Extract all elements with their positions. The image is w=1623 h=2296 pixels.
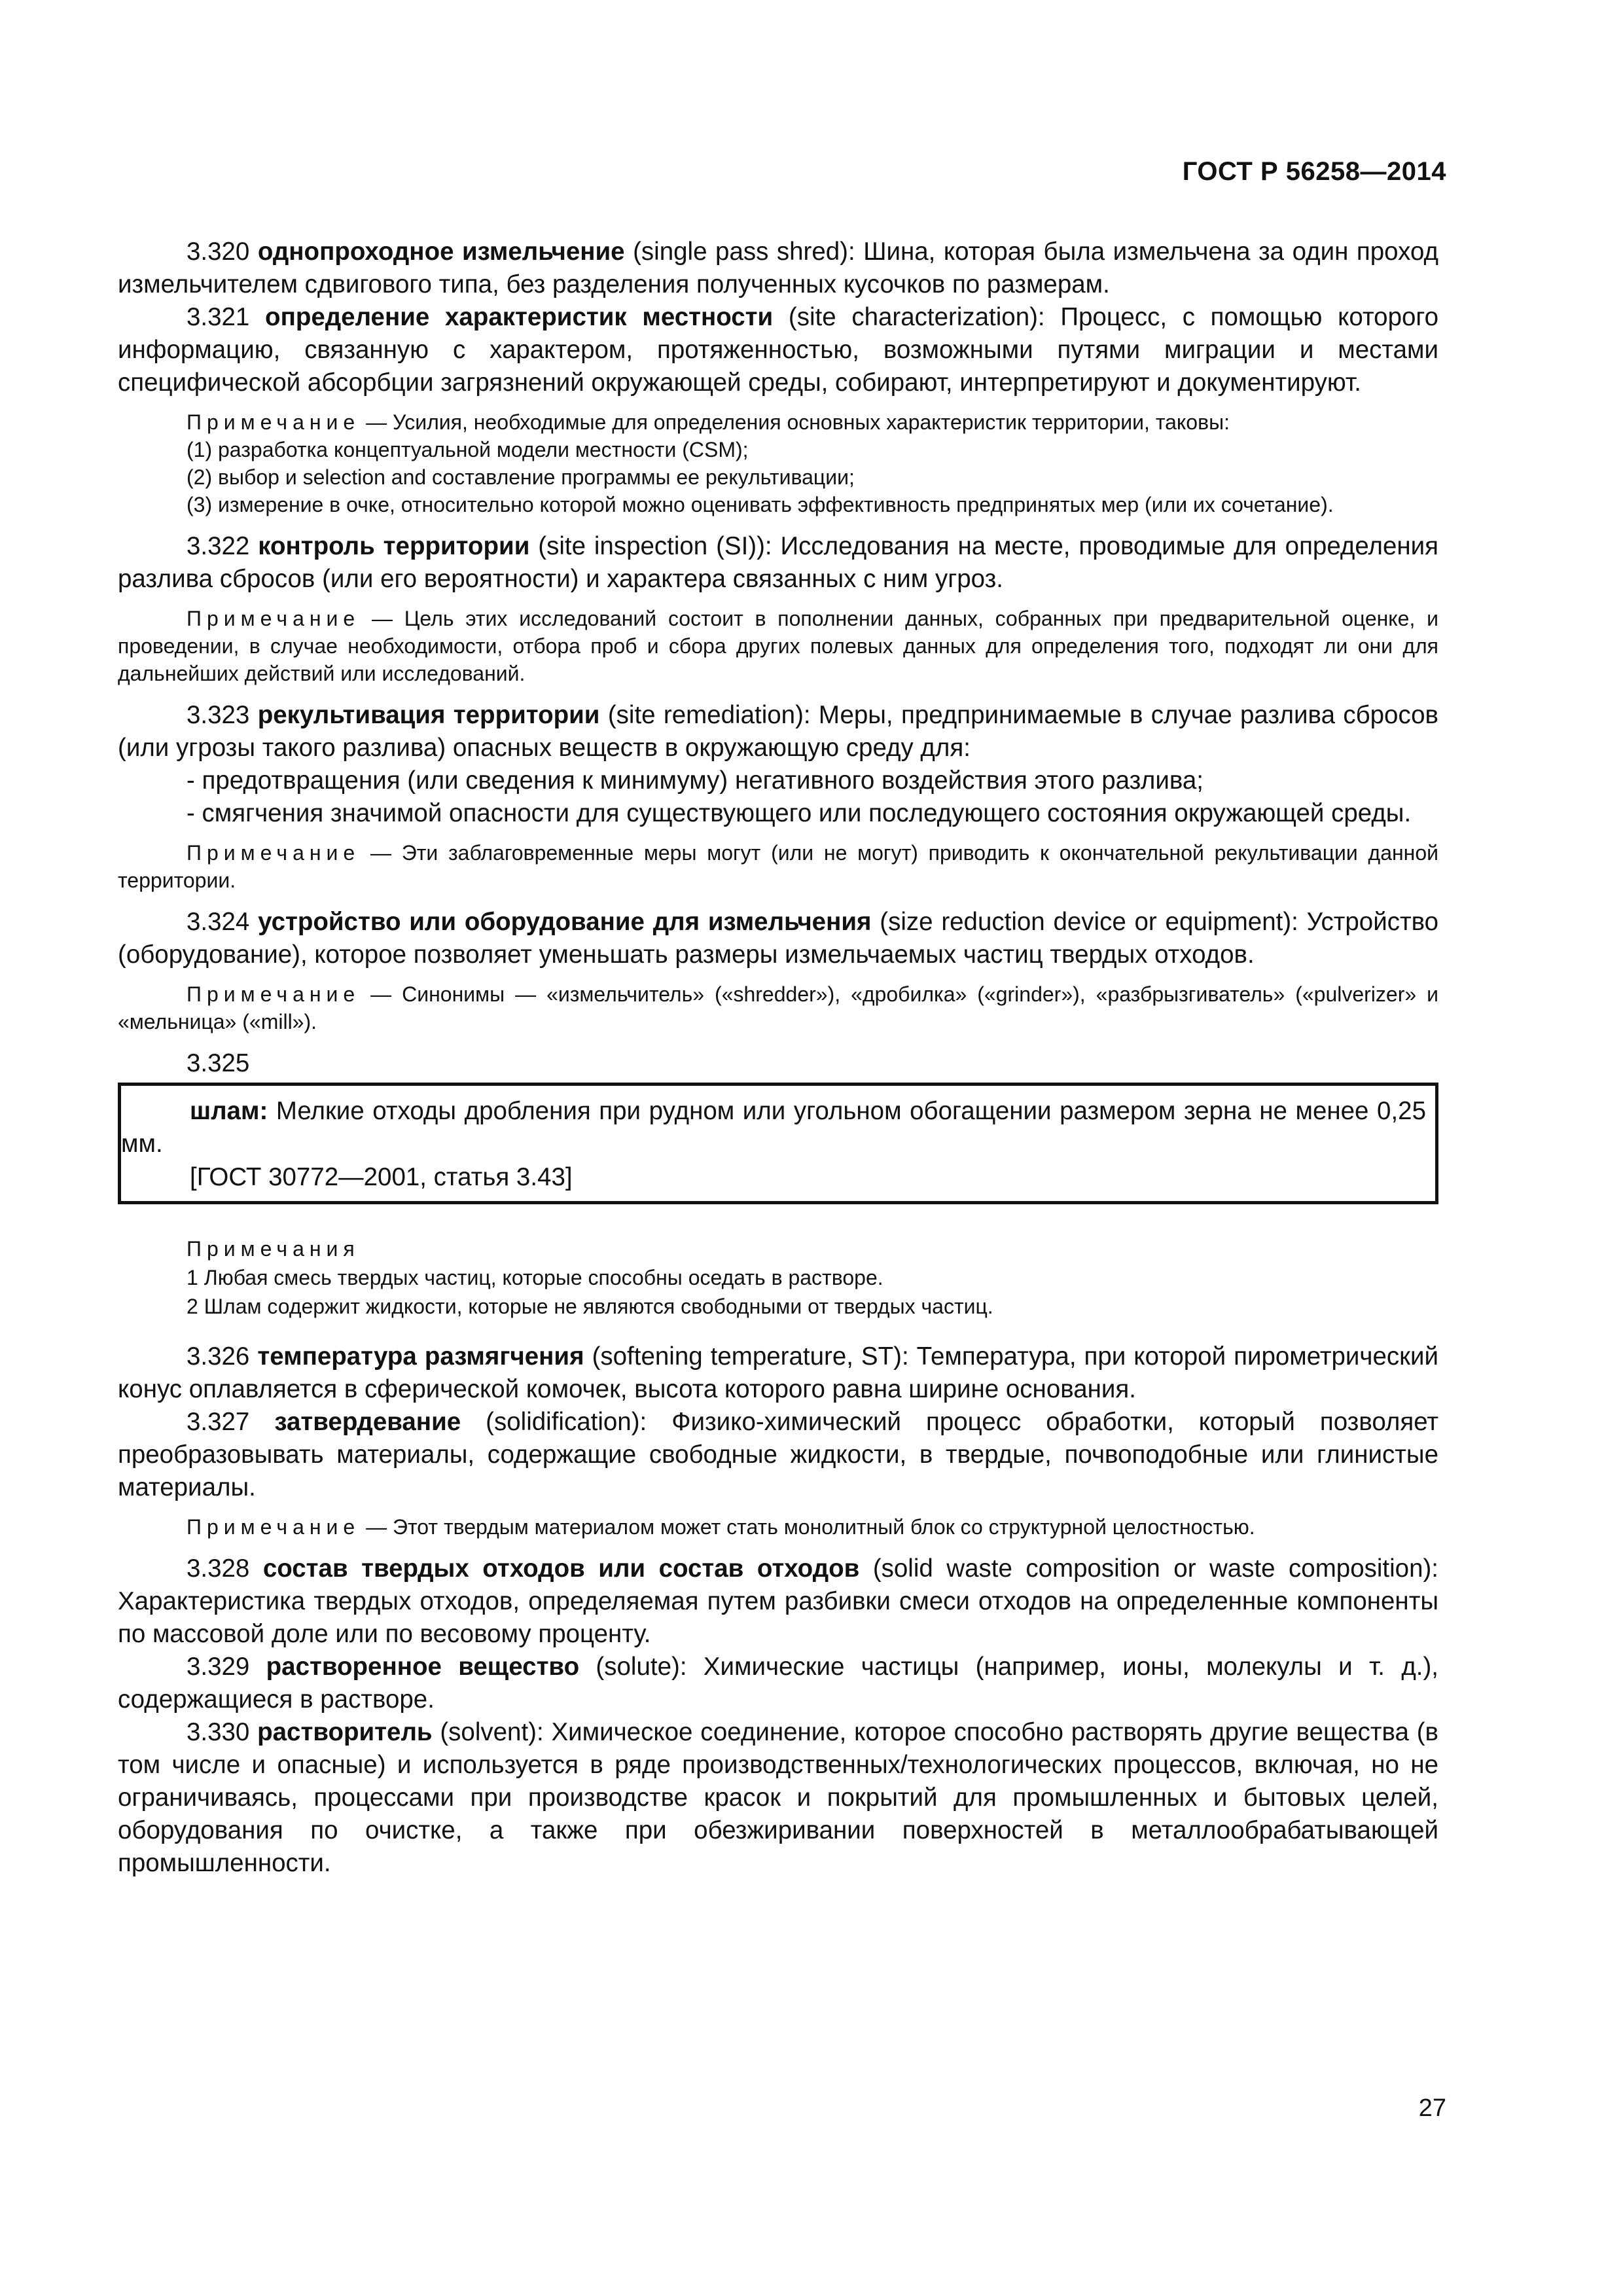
term-definition: (solvent): Химическое соединение, которое способно растворять другие вещества (в том числе и опасные) и используется в ряде производственных/технологических процессов, включая, но не ограничиваясь, процессами при производстве красок и покрытий для промышленных и бытовых целей, оборудования по очистке, а также при обезжиривании поверхностей в металлообрабатывающей промышленности. <box>118 1718 1439 1877</box>
term-name: рекультивация территории <box>257 701 600 729</box>
term-number: 3.322 <box>187 532 259 560</box>
term-definition: (softening temperature, ST): Температура, при которой пирометрический конус оплавляется в сферической комочек, высота которого равна ширине основания. <box>118 1342 1438 1403</box>
term-definition: (size reduction device or equipment): Устройство (оборудование), которое позволяет уменьшать размеры измельчаемых частиц твердых отходов. <box>118 908 1439 969</box>
term-definition: (solid waste composition or waste composition): Характеристика твердых отходов, определяемая путем разбивки смеси отходов на определенные компоненты по массовой доле или по весовому проценту. <box>118 1554 1439 1648</box>
term-number: 3.330 <box>187 1718 258 1746</box>
term-name: затвердевание <box>274 1408 461 1436</box>
term-3-327 <box>118 1406 1438 1504</box>
note-item: (3) измерение в очке, относительно которой можно оценивать эффективность предпринятых мер (или их сочетание). <box>187 493 1334 516</box>
term-3-326 <box>118 1340 1438 1406</box>
term-name: растворенное вещество <box>266 1653 580 1681</box>
term-name: однопроходное измельчение <box>257 238 625 266</box>
term-name: растворитель <box>257 1718 433 1746</box>
term-definition: (solidification): Физико-химический процесс обработки, который позволяет преобразовывать материалы, содержащие свободные жидкости, в твердые, почвоподобные или глинистые материалы. <box>118 1408 1438 1501</box>
note-text: — Синонимы — «измельчитель» («shredder»), «дробилка» («grinder»), «разбрызгиватель» («pulverizer» и «мельница» («mill»). <box>118 982 1438 1033</box>
note-item: 2 Шлам содержит жидкости, которые не являются свободными от твердых частиц. <box>187 1295 993 1318</box>
note-3-327 <box>118 1513 1438 1541</box>
note-text: — Цель этих исследований состоит в пополнении данных, собранных при предварительной оценке, и проведении, в случае необходимости, отбора проб и сбора других полевых данных для определения того, подходят ли они для дальнейших действий или исследований. <box>118 607 1438 685</box>
note-text: — Этот твердым материалом может стать монолитный блок со структурной целостностью. <box>360 1515 1255 1539</box>
term-3-325-box <box>118 1083 1438 1204</box>
document-body <box>118 236 1438 1880</box>
note-label: Примечание <box>187 410 361 434</box>
term-3-322 <box>118 530 1438 596</box>
term-definition: (site characterization): Процесс, с помощью которого информацию, связанную с характером, протяженностью, возможными путями миграции и местами специфической абсорбции загрязнений окружающей среды, собирают, интерпретируют и документируют. <box>118 303 1439 397</box>
note-3-323 <box>118 839 1438 894</box>
term-reference: [ГОСТ 30772—2001, статья 3.43] <box>190 1163 573 1191</box>
term-3-325 <box>121 1095 1426 1160</box>
document-header: ГОСТ Р 56258—2014 <box>1182 157 1446 186</box>
note-label: Примечание <box>187 982 361 1006</box>
term-definition: Мелкие отходы дробления при рудном или угольном обогащении размером зерна не менее 0,25 мм. <box>121 1097 1426 1158</box>
note-item: (1) разработка концептуальной модели местности (CSM); <box>187 438 749 461</box>
term-name: контроль территории <box>258 532 530 560</box>
page-number: 27 <box>1418 2094 1446 2122</box>
term-definition: (solute): Химические частицы (например, ионы, молекулы и т. д.), содержащиеся в растворе. <box>118 1653 1438 1713</box>
term-definition: (site remediation): Меры, предпринимаемые в случае разлива сбросов (или угрозы такого разлива) опасных веществ в окружающую среду для: <box>118 701 1439 762</box>
note-text: — Усилия, необходимые для определения основных характеристик территории, таковы: <box>360 410 1230 434</box>
term-number: 3.324 <box>187 908 259 936</box>
term-3-329 <box>118 1651 1438 1716</box>
term-3-321 <box>118 301 1438 399</box>
term-name: шлам: <box>190 1097 268 1125</box>
term-3-324 <box>118 906 1438 971</box>
term-number: 3.320 <box>187 238 258 266</box>
list-item: - смягчения значимой опасности для существующего или последующего состояния окружающей среды. <box>187 799 1412 827</box>
term-number: 3.325 <box>187 1049 250 1077</box>
note-item: 1 Любая смесь твердых частиц, которые способны оседать в растворе. <box>187 1266 883 1289</box>
term-definition: (single pass shred): Шина, которая была измельчена за один проход измельчителем сдвигового типа, без разделения полученных кусочков по размерам. <box>118 238 1438 298</box>
notes-heading: Примечания <box>187 1237 360 1261</box>
note-3-324 <box>118 980 1438 1035</box>
term-name: устройство или оборудование для измельчения <box>258 908 872 936</box>
term-number: 3.326 <box>187 1342 258 1371</box>
list-item: - предотвращения (или сведения к минимуму) негативного воздействия этого разлива; <box>187 766 1204 795</box>
term-definition: (site inspection (SI)): Исследования на месте, проводимые для определения разлива сбросов (или его вероятности) и характера связанных с ним угроз. <box>118 532 1438 593</box>
note-3-322 <box>118 605 1438 687</box>
term-number: 3.323 <box>187 701 258 729</box>
term-3-330 <box>118 1716 1438 1880</box>
term-3-320 <box>118 236 1438 301</box>
term-number: 3.329 <box>187 1653 266 1681</box>
note-label: Примечание <box>187 607 361 630</box>
note-3-321 <box>118 408 1438 518</box>
term-name: температура размягчения <box>257 1342 584 1371</box>
term-name: состав твердых отходов или состав отходов <box>262 1554 860 1583</box>
term-3-328 <box>118 1552 1438 1651</box>
term-number: 3.328 <box>187 1554 263 1583</box>
term-name: определение характеристик местности <box>265 303 774 331</box>
term-number: 3.321 <box>187 303 266 331</box>
note-item: (2) выбор и selection and составление программы ее рекультивации; <box>187 465 855 489</box>
term-3-323 <box>118 699 1438 764</box>
note-label: Примечание <box>187 1515 361 1539</box>
note-label: Примечание <box>187 841 361 865</box>
term-number: 3.327 <box>187 1408 275 1436</box>
note-text: — Эти заблаговременные меры могут (или не могут) приводить к окончательной рекультивации данной территории. <box>118 841 1438 892</box>
